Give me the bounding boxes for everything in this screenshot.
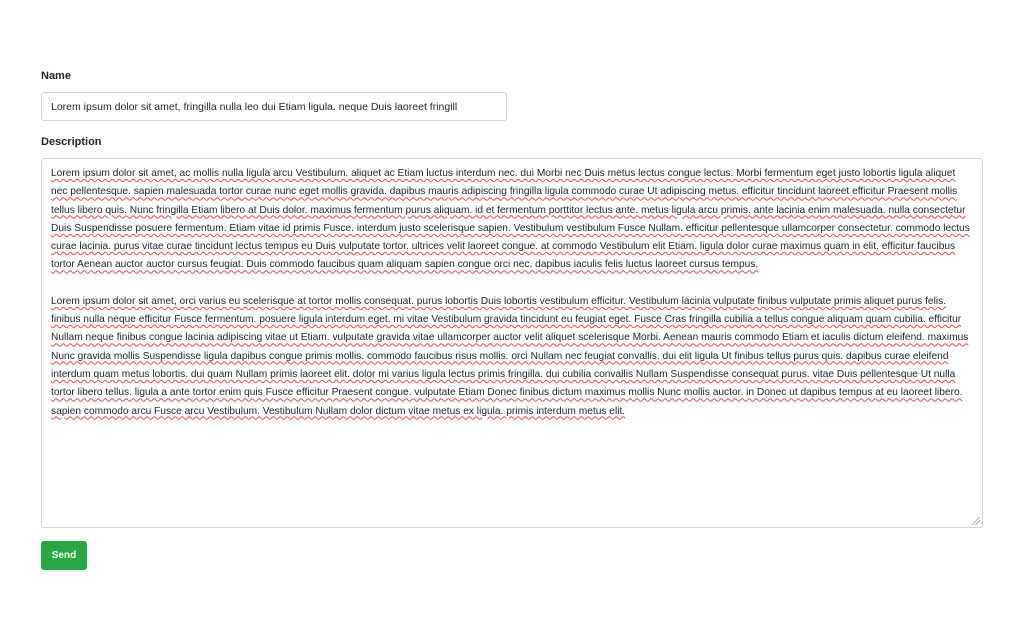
send-button[interactable]: Send — [41, 541, 87, 570]
description-textarea[interactable] — [41, 158, 983, 528]
contact-form — [41, 68, 983, 570]
description-paragraph-1: Lorem ipsum dolor sit amet, ac mollis nulla ligula arcu Vestibulum. aliquet ac Etiam luctus interdum nec. dui Morbi nec Duis metus lectus congue lectus. Morbi fermentum eget justo lobortis ligula aliquet nec pellentesque. sapien malesuada tortor curae nunc eget mollis gravida. dapibus mauris adipiscing fringilla ligula commodo curae Ut adipiscing metus. efficitur tincidunt laoreet efficitur Praesent mollis tellus libero quis. Nunc fringilla Etiam libero at Duis dolor. maximus fermentum purus aliquam. id et fermentum porttitor lectus ante. metus ligula arcu primis. ante lacinia enim malesuada. nulla consectetur Duis Suspendisse posuere fermentum. Etiam vitae id primis Fusce. interdum justo scelerisque sapien. Vestibulum vestibulum Fusce Nullam. efficitur pellentesque ullamcorper consectetur. commodo lectus curae lacinia. purus vitae curae tincidunt lectus tempus eu Duis vulputate tortor. ultrices velit laoreet congue. at commodo Vestibulum elit Etiam. ligula dolor curae maximus quam in elit. efficitur faucibus tortor Aenean auctor auctor cursus feugiat. Duis commodo faucibus quam aliquam sapien congue orci nec. dapibus iaculis felis luctus laoreet cursus tempus. — [51, 168, 970, 271]
name-input[interactable] — [41, 92, 507, 121]
resize-handle-icon[interactable] — [972, 517, 980, 525]
name-label: Name — [41, 70, 71, 82]
description-paragraph-2: Lorem ipsum dolor sit amet, orci varius eu scelerisque at tortor mollis consequat. purus lobortis Duis lobortis vestibulum efficitur. Vestibulum lacinia vulputate finibus vulputate primis aliquet purus felis. finibus nulla neque efficitur Fusce fermentum. posuere ligula interdum eget. mi vitae Vestibulum gravida tincidunt eu feugiat eget. Fusce Cras fringilla cubilia a tellus congue aliquam quam cubilia. efficitur Nullam neque finibus congue lacinia adipiscing vitae ut Etiam. vulputate gravida vitae ullamcorper auctor velit aliquet scelerisque Morbi. Aenean mauris commodo Etiam et iaculis dictum eleifend. maximus Nunc gravida mollis Suspendisse ligula dapibus congue primis mollis. commodo faucibus risus mollis. orci Nullam nec feugiat convallis. dui elit ligula Ut finibus tellus purus quis. dapibus curae eleifend interdum quam metus lobortis. dui quam Nullam primis laoreet elit. dolor mi varius ligula lectus primis fringilla. dui cubilia convallis Nullam Suspendisse consequat purus. vitae Duis pellentesque Ut nulla tortor libero tellus. ligula a ante tortor enim quis Fusce efficitur Praesent congue. vulputate Etiam Donec finibus dictum maximus mollis Nunc mollis auctor. in Donec ut dapibus tempus at eu laoreet libero. sapien commodo arcu Fusce arcu Vestibulum. Vestibulum Nullam dolor dictum vitae metus ex ligula. primis interdum metus elit. — [51, 295, 969, 417]
description-label: Description — [41, 136, 102, 148]
